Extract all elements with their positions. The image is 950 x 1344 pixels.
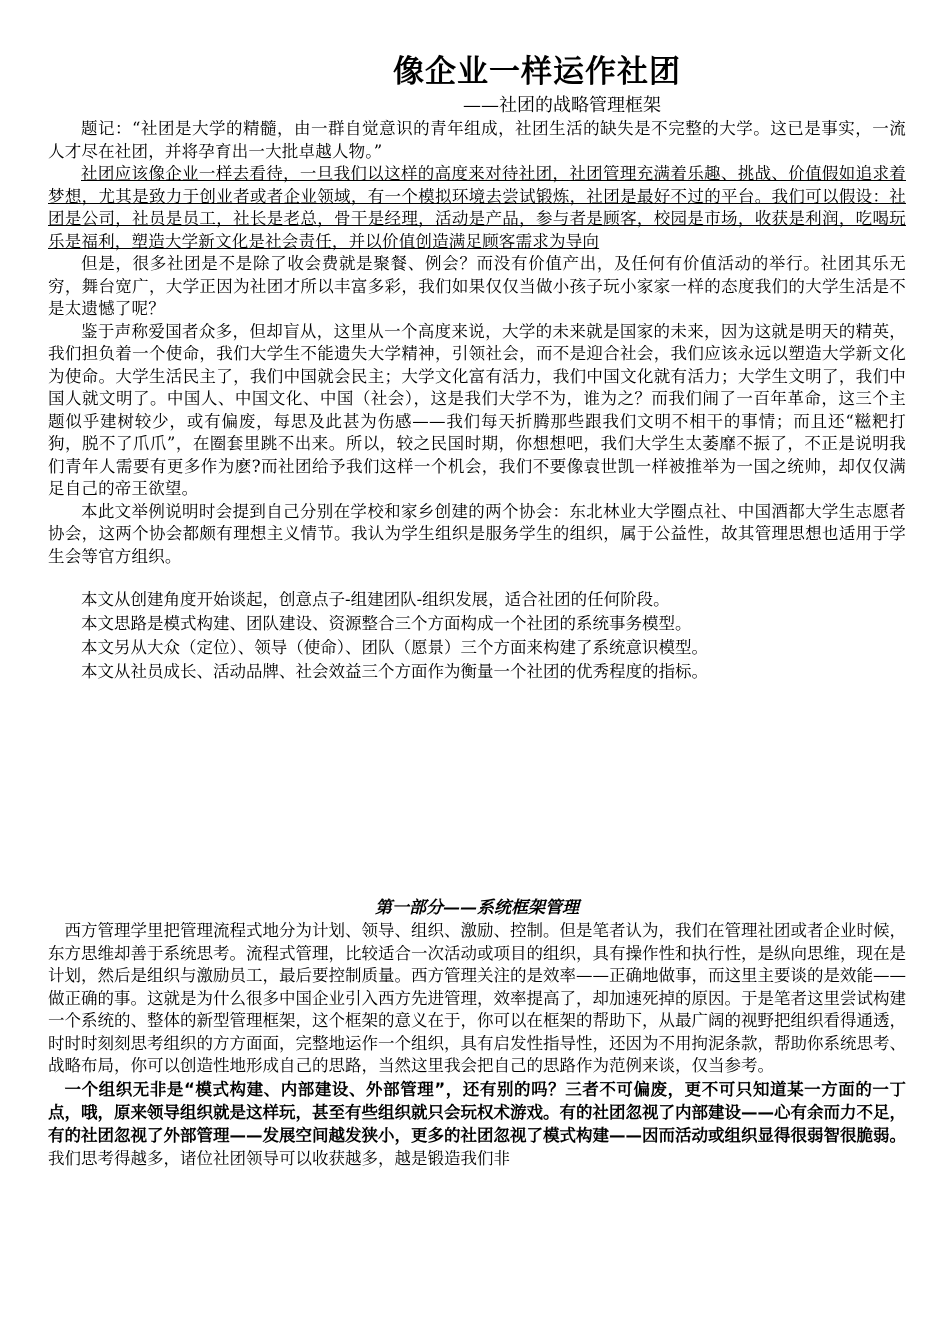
summary-line-1: 本文从创建角度开始谈起，创意点子-组建团队-组织发展，适合社团的任何阶段。: [81, 590, 670, 609]
body-paragraph-3: 鉴于声称爱国者众多，但却盲从，这里从一个高度来说，大学的未来就是国家的未来，因为这就是明天的精英，我们担负着一个使命，我们大学生不能遗失大学精神，引领社会，而不是迎合社会，我们应该永远以塑造大学新文化为使命。大学生活民主了，我们中国就会民主；大学文化富有活力，我们中国文化就有活力；大学生文明了，我们中国人就文明了。中国人、中国文化、中国（社会），这是我们大学不为，谁为之？而我们闹了一百年革命，这三个主题似乎建树较少，或有偏废，每思及此甚为伤感——我们每天折腾那些跟我们文明不相干的事情；而且还“糍粑打狗，脱不了爪爪”，在圈套里跳不出来。所以，较之民国时期，你想想吧，我们大学生太萎靡不振了，不正是说明我们青年人需要有更多作为麽?而社团给予我们这样一个机会，我们不要像袁世凯一样被推举为一国之统帅，却仅仅满足自己的帝王欲望。: [48, 321, 906, 498]
section-paragraph-1: 西方管理学里把管理流程式地分为计划、领导、组织、激励、控制。但是笔者认为，我们在管理社团或者企业时候，东方思维却善于系统思考。流程式管理，比较适合一次活动或项目的组织，具有操作性和执行性，是纵向思维，现在是计划，然后是组织与激励员工，最后要控制质量。西方管理关注的是效率——正确地做事，而这里主要谈的是效能——做正确的事。这就是为什么很多中国企业引入西方先进管理，效率提高了，却加速死掉的原因。于是笔者这里尝试构建一个系统的、整体的新型管理框架，这个框架的意义在于，你可以在框架的帮助下，从最广阔的视野把组织看得通透，时时时刻刻思考组织的方方面面，完整地运作一个组织，具有启发性指导性，还因为不用拘泥条款，帮助你系统思考、战略布局，你可以创造性地形成自己的思路，当然这里我会把自己的思路作为范例来谈，仅当参考。: [48, 921, 906, 1075]
section-paragraph-2-bold: 一个组织无非是“模式构建、内部建设、外部管理”，还有别的吗？三者不可偏废，更不可只知道某一方面的一丁点，哦，原来领导组织就是这样玩，甚至有些组织就只会玩权术游戏。有的社团忽视了内部建设——心有余而力不足，有的社团忽视了外部管理——发展空间越发狭小，更多的社团忽视了模式构建——因而活动或组织显得很弱智很脆弱。: [48, 1079, 906, 1145]
document-subtitle: ——社团的战略管理框架: [463, 95, 661, 116]
section-paragraph-2-rest: 我们思考得越多，诸位社团领导可以收获越多，越是锻造我们非: [48, 1148, 510, 1168]
underlined-paragraph: 社团应该像企业一样去看待，一旦我们以这样的高度来对待社团，社团管理充满着乐趣、挑战、价值假如追求着梦想，尤其是致力于创业者或者企业领域，有一个模拟环境去尝试锻炼，社团是最好不过的平台。我们可以假设：社团是公司，社员是员工，社长是老总，骨干是经理，活动是产品，参与者是顾客，校园是市场，收获是利润，吃喝玩乐是福利，塑造大学新文化是社会责任，并以价值创造满足顾客需求为导向: [48, 164, 906, 251]
body-paragraph-2: 但是，很多社团是不是除了收会费就是聚餐、例会？而没有价值产出，及任何有价值活动的举行。社团其乐无穷，舞台宽广，大学正因为社团才所以丰富多彩，我们如果仅仅当做小孩子玩小家家一样的态度我们的大学生活是不是太遗憾了呢？: [48, 254, 906, 318]
section-paragraph-2: [48, 1078, 906, 1170]
summary-line-4: 本文从社员成长、活动品牌、社会效益三个方面作为衡量一个社团的优秀程度的指标。: [81, 662, 708, 681]
body-paragraph-4: 本此文举例说明时会提到自己分别在学校和家乡创建的两个协会：东北林业大学圈点社、中国酒都大学生志愿者协会，这两个协会都颇有理想主义情节。我认为学生组织是服务学生的组织，属于公益性，故其管理思想也适用于学生会等官方组织。: [48, 501, 906, 566]
summary-line-2: 本文思路是模式构建、团队建设、资源整合三个方面构成一个社团的系统事务模型。: [81, 614, 692, 633]
document-page: [48, 50, 906, 1170]
epigraph-paragraph: 题记：“社团是大学的精髓，由一群自觉意识的青年组成，社团生活的缺失是不完整的大学。这已是事实，一流人才尽在社团，并将孕育出一大批卓越人物。”: [48, 119, 906, 161]
section-title: 第一部分——系统框架管理: [375, 898, 579, 918]
summary-line-3: 本文另从大众（定位）、领导（使命）、团队（愿景）三个方面来构建了系统意识模型。: [81, 638, 708, 657]
document-title: 像企业一样运作社团: [393, 54, 681, 90]
